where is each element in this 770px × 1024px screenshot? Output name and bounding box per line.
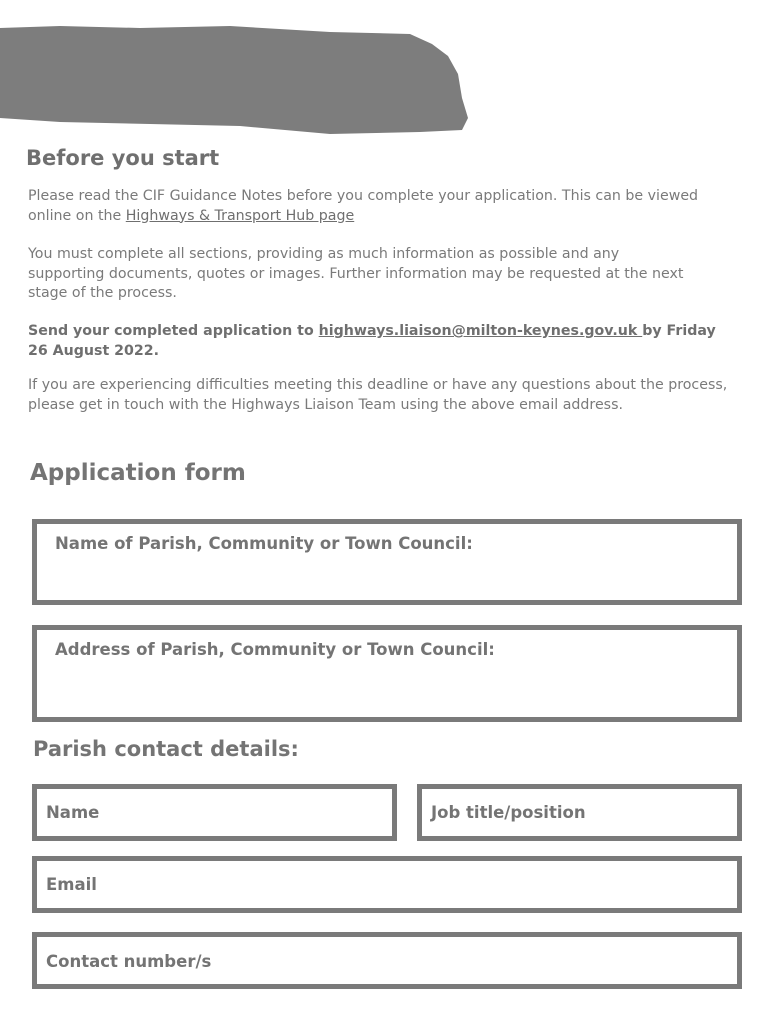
email-label: Email	[46, 875, 97, 894]
redacted-header-block	[0, 22, 470, 140]
email-field[interactable]	[32, 856, 742, 913]
contact-name-label: Name	[46, 803, 100, 822]
council-address-field[interactable]	[32, 625, 742, 722]
contact-number-field[interactable]	[32, 932, 742, 989]
application-form-heading: Application form	[30, 460, 246, 486]
submission-paragraph: Send your completed application to highways.liaison@milton-keynes.gov.uk by Friday 26 August 2022.	[28, 323, 716, 359]
council-name-field[interactable]	[32, 519, 742, 605]
contact-name-field[interactable]	[32, 784, 397, 841]
liaison-email-link[interactable]: highways.liaison@milton-keynes.gov.uk	[318, 323, 643, 339]
guidance-paragraph: Please read the CIF Guidance Notes before you complete your application. This can be viewed online on the Highways & Transport Hub page	[28, 188, 699, 224]
council-name-label: Name of Parish, Community or Town Council:	[55, 534, 473, 553]
instructions-paragraph: You must complete all sections, providing as much information as possible and any supporting documents, quotes or images. Further information may be requested at the next stage of the process.	[28, 246, 684, 301]
council-address-label: Address of Parish, Community or Town Council:	[55, 640, 495, 659]
contact-number-label: Contact number/s	[46, 952, 212, 971]
before-you-start-heading: Before you start	[26, 146, 220, 170]
parish-contact-heading: Parish contact details:	[33, 737, 299, 761]
difficulties-paragraph: If you are experiencing difficulties meeting this deadline or have any questions about the process, please get in touch with the Highways Liaison Team using the above email address.	[28, 377, 728, 413]
job-title-field[interactable]	[417, 784, 742, 841]
job-title-label: Job title/position	[431, 803, 586, 822]
highways-hub-link[interactable]: Highways & Transport Hub page	[125, 207, 355, 224]
